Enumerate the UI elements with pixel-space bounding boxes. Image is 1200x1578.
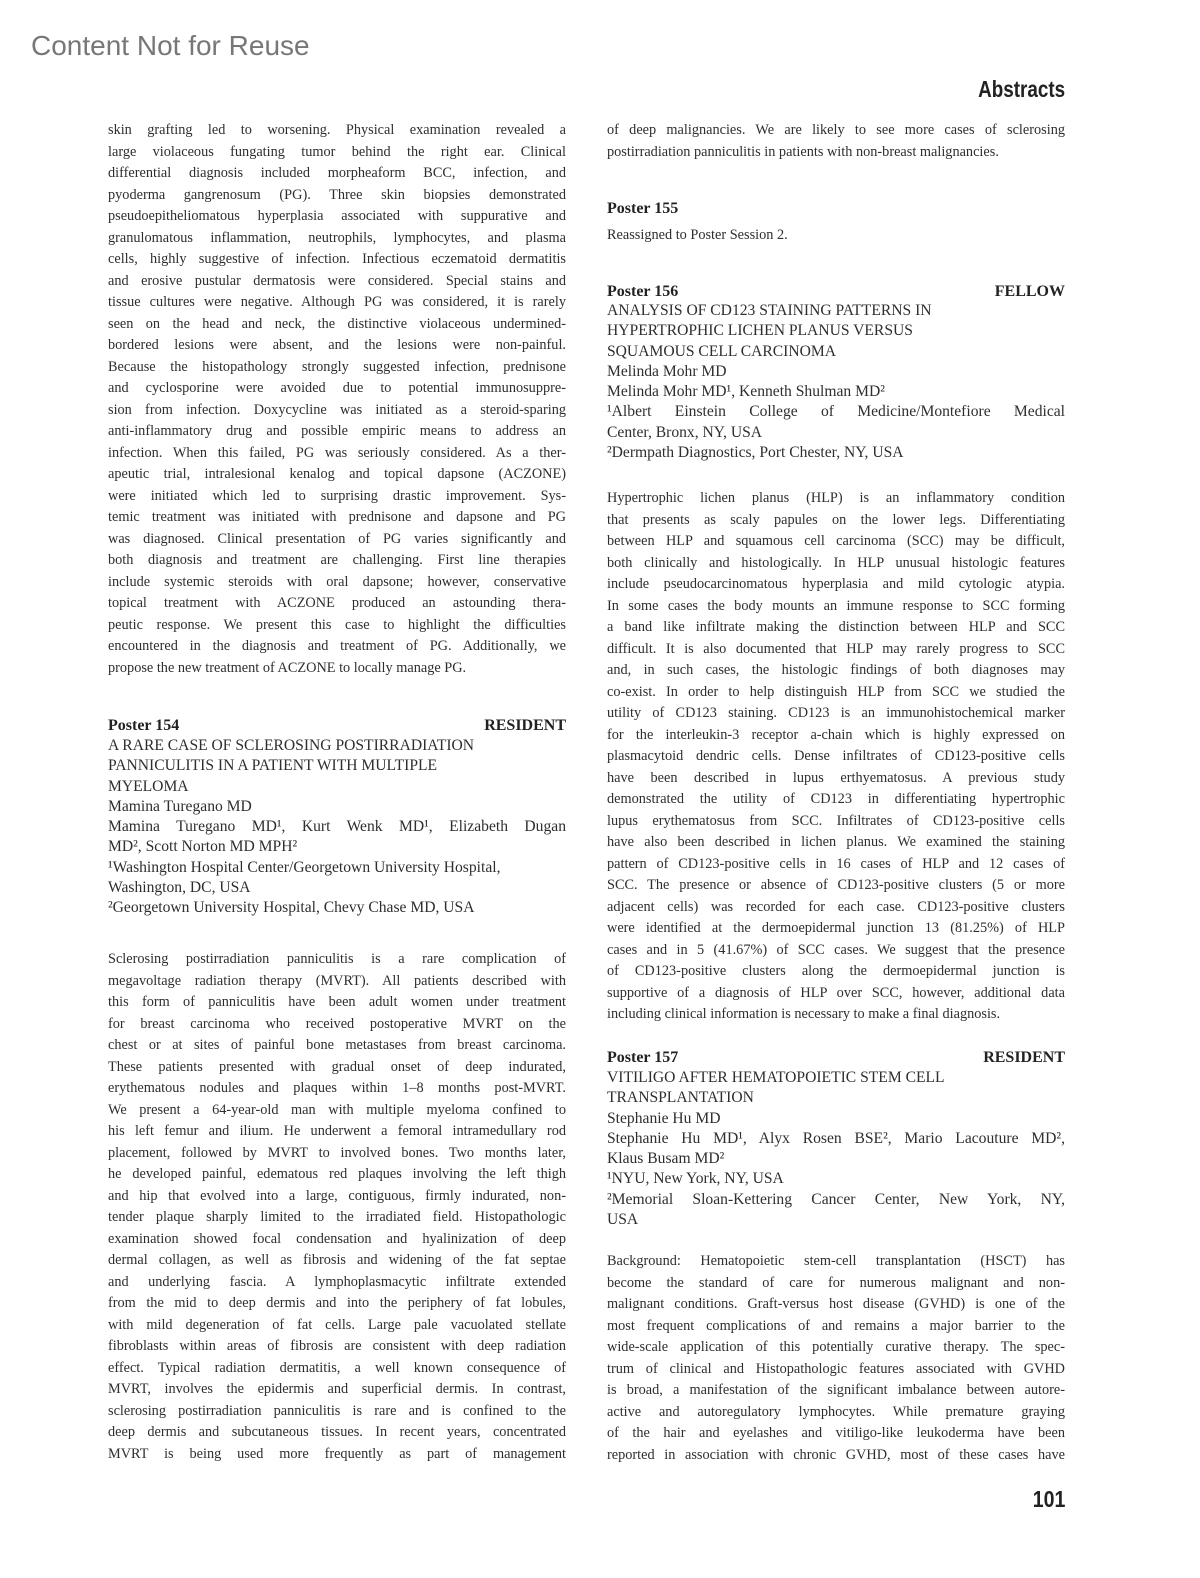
text-line: Stephanie Hu MD¹, Alyx Rosen BSE², Mario Lacouture MD², bbox=[607, 1129, 1065, 1147]
text-line: MD², Scott Norton MD MPH² bbox=[108, 838, 298, 856]
text-line: ¹NYU, New York, NY, USA bbox=[607, 1170, 784, 1188]
text-line: cases and in 5 (41.67%) of SCC cases. We suggest that the presence bbox=[607, 941, 1065, 958]
text-line: We present a 64-year-old man with multiple myeloma confined to bbox=[108, 1101, 566, 1118]
poster-155-header bbox=[607, 199, 1065, 219]
poster-156-header bbox=[607, 282, 1065, 302]
text-line: temic treatment was initiated with prednisone and dapsone and PG bbox=[108, 509, 566, 525]
text-line: deep dermis and subcutaneous tissues. In recent years, concentrated bbox=[108, 1424, 566, 1440]
text-line: including clinical information is necessary to make a final diagnosis. bbox=[607, 1006, 1001, 1022]
text-line: trum of clinical and Histopathologic features associated with GVHD bbox=[607, 1360, 1065, 1377]
text-line: plasmacytoid dendric cells. Dense infiltrates of CD123-positive cells bbox=[607, 748, 1065, 764]
text-line: with mild degeneration of fat cells. Large pale vacuolated stellate bbox=[108, 1316, 566, 1333]
poster-155-text bbox=[607, 225, 1065, 247]
text-line: a band like infiltrate making the distinction between HLP and SCC bbox=[607, 619, 1065, 635]
text-line: skin grafting led to worsening. Physical examination revealed a bbox=[108, 122, 566, 138]
text-line: MYELOMA bbox=[108, 777, 189, 795]
text-line: for breast carcinoma who received postoperative MVRT on the bbox=[108, 1015, 566, 1032]
poster-157-abstract bbox=[607, 1251, 1065, 1466]
text-line: from the mid to deep dermis and into the periphery of fat lobules, bbox=[108, 1295, 566, 1311]
text-line: topical treatment with ACZONE produced an astounding thera- bbox=[108, 595, 566, 611]
presenter: Stephanie Hu MD bbox=[607, 1109, 721, 1127]
poster-label: Poster 157 bbox=[607, 1049, 679, 1066]
text-line: have also been described in lichen planus. We examined the staining bbox=[607, 834, 1065, 850]
poster-tag: RESIDENT bbox=[983, 1049, 1065, 1066]
page-number: 101 bbox=[1032, 1486, 1065, 1512]
section-heading: Abstracts bbox=[977, 76, 1065, 102]
text-line: this form of panniculitis have been adult women under treatment bbox=[108, 994, 566, 1010]
text-line: effect. Typical radiation dermatitis, a well known consequence of bbox=[108, 1359, 566, 1376]
text-line: postirradiation panniculitis in patients with non-breast malignancies. bbox=[607, 143, 999, 160]
text-line: he developed painful, edematous red plaques involving the left thigh bbox=[108, 1166, 566, 1182]
text-line: granulomatous inflammation, neutrophils, lymphocytes, and plasma bbox=[108, 229, 566, 246]
text-line: USA bbox=[607, 1211, 639, 1229]
poster-157-meta bbox=[607, 1068, 1065, 1230]
text-line: pattern of CD123-positive cells in 16 cases of HLP and 12 cases of bbox=[607, 855, 1065, 872]
affiliations bbox=[108, 858, 566, 919]
text-line: active and autoregulatory lymphocytes. While premature graying bbox=[607, 1403, 1065, 1420]
text-line: for the interleukin-3 receptor a-chain which is highly expressed on bbox=[607, 726, 1065, 743]
text-line: In some cases the body mounts an immune response to SCC forming bbox=[607, 597, 1065, 614]
text-line: demonstrated the utility of CD123 in differentiating hypertrophic bbox=[607, 791, 1065, 807]
poster-label: Poster 155 bbox=[607, 200, 679, 217]
text-line: that presents as scaly papules on the lower legs. Differentiating bbox=[607, 511, 1065, 528]
poster-156-abstract bbox=[607, 488, 1065, 1026]
text-line: cells, highly suggestive of infection. Infectious eczematoid dermatitis bbox=[108, 251, 566, 267]
text-line: and, in such cases, the histologic findings of both diagnoses may bbox=[607, 662, 1065, 678]
abstract-continued-left bbox=[108, 120, 566, 679]
text-line: become the standard of care for numerous malignant and non- bbox=[607, 1274, 1065, 1291]
text-line: reported in association with chronic GVHD, most of these cases have bbox=[607, 1446, 1065, 1463]
abstract-continued-right bbox=[607, 120, 1065, 163]
text-line: differential diagnosis included morpheaform BCC, infection, and bbox=[108, 165, 566, 181]
text-line: TRANSPLANTATION bbox=[607, 1089, 754, 1107]
poster-tag: RESIDENT bbox=[484, 717, 566, 734]
text-line: lupus erythematosus from SCC. Infiltrates of CD123-positive cells bbox=[607, 812, 1065, 829]
text-line: sion from infection. Doxycycline was initiated as a steroid-sparing bbox=[108, 401, 566, 418]
text-line: and underlying fascia. A lymphoplasmacytic infiltrate extended bbox=[108, 1273, 566, 1290]
text-line: Because the histopathology strongly suggested infection, prednisone bbox=[108, 358, 566, 375]
text-line: propose the new treatment of ACZONE to locally manage PG. bbox=[108, 659, 467, 676]
poster-title bbox=[607, 301, 1065, 362]
text-line: pyoderma gangrenosum (PG). Three skin biopsies demonstrated bbox=[108, 186, 566, 203]
text-line: sclerosing postirradiation panniculitis is rare and is confined to the bbox=[108, 1402, 566, 1419]
text-line: Sclerosing postirradiation panniculitis is a rare complication of bbox=[108, 951, 566, 967]
poster-154-header bbox=[108, 716, 566, 736]
poster-title bbox=[607, 1068, 1065, 1109]
text-line: MVRT is being used more frequently as part of management bbox=[108, 1445, 566, 1462]
text-line: malignant conditions. Graft-versus host disease (GVHD) is one of the bbox=[607, 1296, 1065, 1312]
text-line: and cyclosporine were avoided due to potential immunosuppre- bbox=[108, 380, 566, 396]
poster-155-note: Reassigned to Poster Session 2. bbox=[607, 227, 788, 243]
text-line: Mamina Turegano MD¹, Kurt Wenk MD¹, Elizabeth Dugan bbox=[108, 818, 566, 836]
text-line: ¹Washington Hospital Center/Georgetown University Hospital, bbox=[108, 858, 501, 876]
text-line: of CD123-positive clusters along the dermoepidermal junction is bbox=[607, 963, 1065, 979]
text-line: tissue cultures were negative. Although PG was considered, it is rarely bbox=[108, 294, 566, 310]
text-line: ¹Albert Einstein College of Medicine/Montefiore Medical bbox=[607, 403, 1065, 421]
watermark: Content Not for Reuse bbox=[31, 30, 310, 61]
poster-title bbox=[108, 736, 566, 797]
text-line: of the hair and eyelashes and vitiligo-like leukoderma have been bbox=[607, 1425, 1065, 1441]
text-line: is broad, a manifestation of the significant imbalance between autore- bbox=[607, 1382, 1065, 1398]
text-line: co-exist. In order to help distinguish HLP from SCC we studied the bbox=[607, 683, 1065, 700]
text-line: HYPERTROPHIC LICHEN PLANUS VERSUS bbox=[607, 322, 913, 340]
text-line: Background: Hematopoietic stem-cell transplantation (HSCT) has bbox=[607, 1253, 1065, 1269]
text-line: seen on the head and neck, the distinctive violaceous undermined- bbox=[108, 315, 566, 332]
text-line: include systemic steroids with oral dapsone; however, conservative bbox=[108, 573, 566, 590]
affiliations bbox=[607, 402, 1065, 463]
text-line: dermal collagen, as well as fibrosis and widening of the fat septae bbox=[108, 1252, 566, 1268]
text-line: placement, followed by MVRT to involved bones. Two months later, bbox=[108, 1144, 566, 1161]
text-line: difficult. It is also documented that HLP may rarely progress to SCC bbox=[607, 640, 1065, 657]
text-line: include pseudocarcinomatous hyperplasia and mild cytologic atypia. bbox=[607, 576, 1065, 592]
poster-157-header bbox=[607, 1048, 1065, 1068]
text-line: SCC. The presence or absence of CD123-positive clusters (5 or more bbox=[607, 877, 1065, 893]
text-line: between HLP and squamous cell carcinoma (SCC) may be difficult, bbox=[607, 533, 1065, 549]
text-line: most frequent complications of and remains a major barrier to the bbox=[607, 1317, 1065, 1334]
poster-154-meta bbox=[108, 736, 566, 919]
poster-label: Poster 156 bbox=[607, 283, 679, 300]
poster-156-meta bbox=[607, 301, 1065, 463]
text-line: supportive of a diagnosis of HLP over SCC, however, additional data bbox=[607, 984, 1065, 1001]
presenter: Melinda Mohr MD bbox=[607, 362, 727, 380]
presenter: Mamina Turegano MD bbox=[108, 797, 252, 815]
text-line: have been described in lupus erthyematosus. A previous study bbox=[607, 769, 1065, 786]
text-line: encountered in the diagnosis and treatment of PG. Additionally, we bbox=[108, 638, 566, 654]
text-line: of deep malignancies. We are likely to see more cases of sclerosing bbox=[607, 122, 1065, 138]
text-line: infection. When this failed, PG was seriously considered. As a ther- bbox=[108, 444, 566, 461]
text-line: examination showed focal condensation and hyalinization of deep bbox=[108, 1230, 566, 1247]
poster-tag: FELLOW bbox=[994, 283, 1065, 300]
affiliations bbox=[607, 1169, 1065, 1230]
text-line: was diagnosed. Clinical presentation of PG varies significantly and bbox=[108, 530, 566, 547]
text-line: wide-scale application of this potentially curative therapy. The spec- bbox=[607, 1339, 1065, 1355]
poster-154-abstract bbox=[108, 949, 566, 1465]
text-line: ANALYSIS OF CD123 STAINING PATTERNS IN bbox=[607, 302, 932, 319]
text-line: ²Dermpath Diagnostics, Port Chester, NY, USA bbox=[607, 444, 904, 462]
text-line: Klaus Busam MD² bbox=[607, 1150, 725, 1168]
text-line: Center, Bronx, NY, USA bbox=[607, 423, 763, 441]
text-line: Hypertrophic lichen planus (HLP) is an inflammatory condition bbox=[607, 490, 1065, 506]
text-line: were initiated which led to surprising drastic improvement. Sys- bbox=[108, 487, 566, 504]
text-line: megavoltage radiation therapy (MVRT). All patients described with bbox=[108, 972, 566, 989]
text-line: A RARE CASE OF SCLEROSING POSTIRRADIATION bbox=[108, 737, 475, 754]
text-line: peutic response. We present this case to highlight the difficulties bbox=[108, 616, 566, 633]
text-line: both diagnosis and treatment are challenging. First line therapies bbox=[108, 552, 566, 568]
text-line: ²Georgetown University Hospital, Chevy Chase MD, USA bbox=[108, 899, 475, 917]
authors bbox=[108, 817, 566, 858]
text-line: his left femur and ilium. He underwent a femoral intramedullary rod bbox=[108, 1123, 566, 1139]
text-line: and erosive pustular dermatosis were considered. Special stains and bbox=[108, 272, 566, 289]
text-line: tender plaque sharply limited to the irradiated field. Histopathologic bbox=[108, 1209, 566, 1225]
text-line: MVRT, involves the epidermis and superficial dermis. In contrast, bbox=[108, 1381, 566, 1397]
text-line: PANNICULITIS IN A PATIENT WITH MULTIPLE bbox=[108, 757, 438, 775]
text-line: SQUAMOUS CELL CARCINOMA bbox=[607, 342, 837, 360]
text-line: ²Memorial Sloan-Kettering Cancer Center, New York, NY, bbox=[607, 1190, 1065, 1208]
text-line: VITILIGO AFTER HEMATOPOIETIC STEM CELL bbox=[607, 1069, 945, 1086]
poster-label: Poster 154 bbox=[108, 717, 180, 734]
text-line: bordered lesions were absent, and the lesions were non-painful. bbox=[108, 337, 566, 353]
text-line: fibroblasts within areas of fibrosis are consistent with deep radiation bbox=[108, 1338, 566, 1354]
text-line: apeutic trial, intralesional kenalog and topical dapsone (ACZONE) bbox=[108, 466, 566, 482]
text-line: large violaceous fungating tumor behind the right ear. Clinical bbox=[108, 143, 566, 160]
text-line: Melinda Mohr MD¹, Kenneth Shulman MD² bbox=[607, 383, 885, 401]
text-line: These patients presented with gradual onset of deep indurated, bbox=[108, 1058, 566, 1075]
text-line: Washington, DC, USA bbox=[108, 879, 251, 897]
text-line: chest or at sites of painful bone metastases from breast carcinoma. bbox=[108, 1037, 566, 1053]
text-line: both clinically and histologically. In HLP unusual histologic features bbox=[607, 554, 1065, 571]
authors bbox=[607, 1129, 1065, 1170]
text-line: and hip that evolved into a large, contiguous, firmly indurated, non- bbox=[108, 1187, 566, 1204]
text-line: were identified at the dermoepidermal junction 13 (81.25%) of HLP bbox=[607, 920, 1065, 936]
text-line: erythematous nodules and plaques within 1–8 months post-MVRT. bbox=[108, 1080, 566, 1096]
authors bbox=[607, 382, 1065, 402]
text-line: anti-inflammatory drug and possible empiric means to address an bbox=[108, 423, 566, 439]
text-line: utility of CD123 staining. CD123 is an immunohistochemical marker bbox=[607, 705, 1065, 721]
text-line: pseudoepitheliomatous hyperplasia associated with suppurative and bbox=[108, 208, 566, 224]
text-line: adjacent cells) was recorded for each case. CD123-positive clusters bbox=[607, 898, 1065, 915]
